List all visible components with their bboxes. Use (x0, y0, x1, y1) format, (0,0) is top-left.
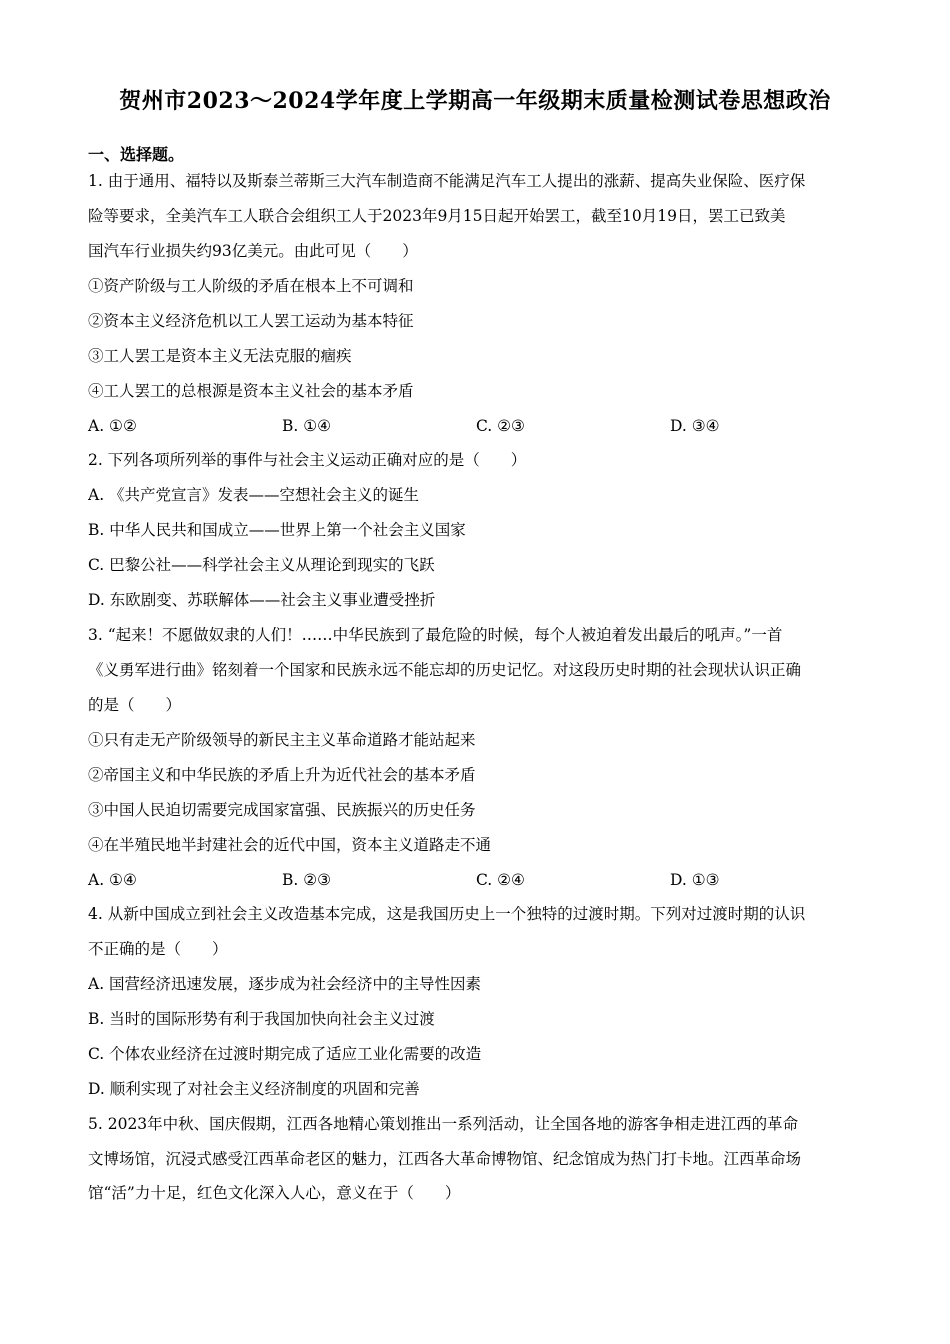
question-1-option-d: D. ③④ (670, 417, 720, 435)
question-3-option-a: A. ①④ (88, 871, 137, 889)
question-5-stem-line: 5. 2023年中秋、国庆假期，江西各地精心策划推出一系列活动，让全国各地的游客争相走进江西的革命 (88, 1115, 799, 1133)
question-2-option-a: A. 《共产党宣言》发表——空想社会主义的诞生 (88, 486, 420, 504)
question-1 (88, 164, 864, 443)
question-5-stem-line: 馆“活”力十足，红色文化深入人心，意义在于（ ） (88, 1184, 461, 1202)
question-4-option-c: C. 个体农业经济在过渡时期完成了适应工业化需要的改造 (88, 1045, 482, 1063)
question-3-stem-line: 《义勇军进行曲》铭刻着一个国家和民族永远不能忘却的历史记忆。对这段历史时期的社会现状认识正确 (88, 661, 802, 679)
question-4-option-d: D. 顺利实现了对社会主义经济制度的巩固和完善 (88, 1080, 420, 1098)
question-3 (88, 618, 864, 897)
exam-body (88, 164, 864, 1211)
question-2 (88, 443, 864, 618)
section-heading: 一、选择题。 (88, 145, 185, 164)
question-1-statement: ④工人罢工的总根源是资本主义社会的基本矛盾 (88, 382, 414, 400)
question-1-option-b: B. ①④ (282, 417, 332, 435)
question-4-option-b: B. 当时的国际形势有利于我国加快向社会主义过渡 (88, 1010, 435, 1028)
question-1-stem-line: 险等要求，全美汽车工人联合会组织工人于2023年9月15日起开始罢工，截至10月19日，罢工已致美 (88, 207, 786, 225)
question-3-statement: ④在半殖民地半封建社会的近代中国，资本主义道路走不通 (88, 836, 492, 854)
question-1-statement: ③工人罢工是资本主义无法克服的痼疾 (88, 347, 352, 365)
question-3-statement: ①只有走无产阶级领导的新民主主义革命道路才能站起来 (88, 731, 476, 749)
question-2-option-d: D. 东欧剧变、苏联解体——社会主义事业遭受挫折 (88, 591, 436, 609)
question-3-option-c: C. ②④ (476, 871, 525, 889)
question-5 (88, 1107, 864, 1211)
question-3-stem-line: 的是（ ） (88, 696, 182, 714)
question-4-option-a: A. 国营经济迅速发展，逐步成为社会经济中的主导性因素 (88, 975, 482, 993)
question-3-statement: ②帝国主义和中华民族的矛盾上升为近代社会的基本矛盾 (88, 766, 476, 784)
question-3-option-d: D. ①③ (670, 871, 720, 889)
question-1-stem-line: 1. 由于通用、福特以及斯泰兰蒂斯三大汽车制造商不能满足汽车工人提出的涨薪、提高失业保险、医疗保 (88, 172, 806, 190)
question-4-stem-line: 4. 从新中国成立到社会主义改造基本完成，这是我国历史上一个独特的过渡时期。下列对过渡时期的认识 (88, 905, 806, 923)
question-2-option-b: B. 中华人民共和国成立——世界上第一个社会主义国家 (88, 521, 466, 539)
question-3-stem-line: 3. “起来！不愿做奴隶的人们！……中华民族到了最危险的时候，每个人被迫着发出最后的吼声。”一首 (88, 626, 783, 644)
question-3-statement: ③中国人民迫切需要完成国家富强、民族振兴的历史任务 (88, 801, 476, 819)
question-3-options (88, 863, 864, 897)
question-1-option-c: C. ②③ (476, 417, 525, 435)
exam-title: 贺州市2023～2024学年度上学期高一年级期末质量检测试卷思想政治 (119, 88, 831, 114)
question-3-option-b: B. ②③ (282, 871, 332, 889)
question-2-stem-line: 2. 下列各项所列举的事件与社会主义运动正确对应的是（ ） (88, 451, 527, 469)
question-1-statement: ②资本主义经济危机以工人罢工运动为基本特征 (88, 312, 414, 330)
question-1-option-a: A. ①② (88, 417, 137, 435)
question-4-stem-line: 不正确的是（ ） (88, 940, 228, 958)
question-5-stem-line: 文博场馆，沉浸式感受江西革命老区的魅力，江西各大革命博物馆、纪念馆成为热门打卡地。江西革命场 (88, 1149, 802, 1168)
question-1-stem-line: 国汽车行业损失约93亿美元。由此可见（ ） (88, 242, 418, 260)
question-2-option-c: C. 巴黎公社——科学社会主义从理论到现实的飞跃 (88, 556, 435, 574)
question-1-statement: ①资产阶级与工人阶级的矛盾在根本上不可调和 (88, 277, 414, 295)
question-4 (88, 897, 864, 1107)
question-1-options (88, 409, 864, 443)
